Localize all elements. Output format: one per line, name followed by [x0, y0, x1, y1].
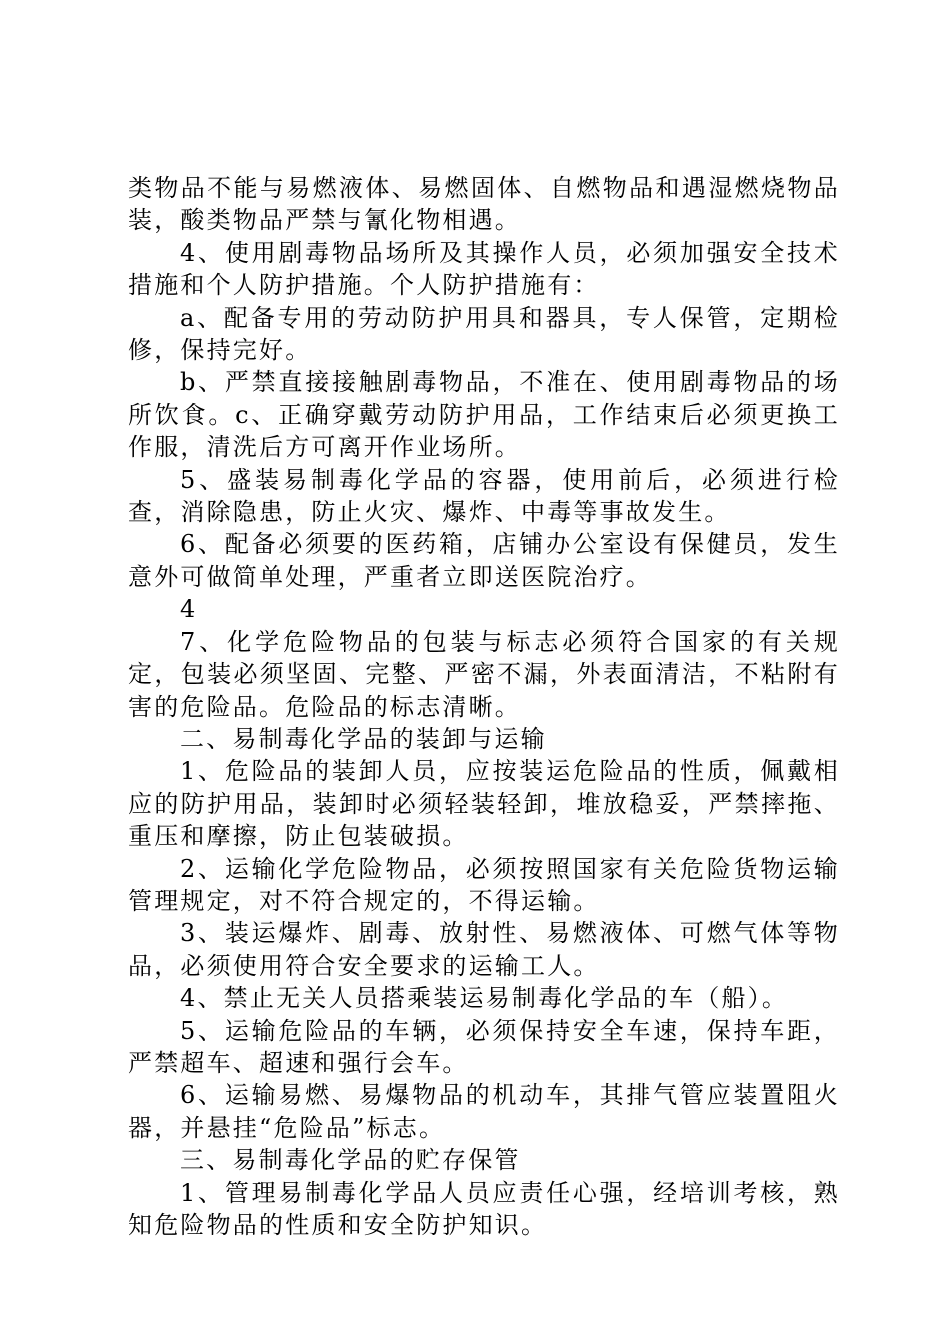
paragraph-transport-5: 5、运输危险品的车辆，必须保持安全车速，保持车距，严禁超车、超速和强行会车。	[128, 1016, 840, 1077]
paragraph-item-6: 6、配备必须要的医药箱，店铺办公室设有保健员，发生意外可做简单处理，严重者立即送医院治疗。	[128, 530, 840, 591]
paragraph-transport-3: 3、装运爆炸、剧毒、放射性、易燃液体、可燃气体等物品，必须使用符合安全要求的运输工人。	[128, 919, 840, 980]
paragraph-storage-1: 1、管理易制毒化学品人员应责任心强，经培训考核，熟知危险物品的性质和安全防护知识。	[128, 1178, 840, 1239]
section-heading-2: 二、易制毒化学品的装卸与运输	[180, 724, 547, 753]
page-number: 4	[180, 595, 198, 624]
paragraph-item-b-c: b、严禁直接接触剧毒物品，不准在、使用剧毒物品的场所饮食。c、正确穿戴劳动防护用品，工作结束后必须更换工作服，清洗后方可离开作业场所。	[128, 368, 840, 462]
paragraph-continuation: 类物品不能与易燃液体、易燃固体、自燃物品和遇湿燃烧物品装，酸类物品严禁与氰化物相遇。	[128, 174, 840, 235]
section-heading-3: 三、易制毒化学品的贮存保管	[180, 1146, 521, 1175]
paragraph-item-7: 7、化学危险物品的包装与标志必须符合国家的有关规定，包装必须坚固、完整、严密不漏，外表面清洁，不粘附有害的危险品。危险品的标志清晰。	[128, 627, 840, 721]
paragraph-transport-4: 4、禁止无关人员搭乘装运易制毒化学品的车（船）。	[180, 984, 789, 1013]
paragraph-item-4-protection: 4、使用剧毒物品场所及其操作人员，必须加强安全技术措施和个人防护措施。个人防护措施有：	[128, 238, 840, 300]
paragraph-transport-1: 1、危险品的装卸人员，应按装运危险品的性质，佩戴相应的防护用品，装卸时必须轻装轻卸，堆放稳妥，严禁摔拖、重压和摩擦，防止包装破损。	[128, 757, 840, 851]
paragraph-item-a: a、配备专用的劳动防护用具和器具，专人保管，定期检修，保持完好。	[128, 303, 840, 365]
paragraph-transport-2: 2、运输化学危险物品，必须按照国家有关危险货物运输管理规定，对不符合规定的，不得运输。	[128, 854, 840, 915]
paragraph-transport-6: 6、运输易燃、易爆物品的机动车，其排气管应装置阻火器，并悬挂“危险品”标志。	[128, 1081, 840, 1142]
paragraph-item-5: 5、盛装易制毒化学品的容器，使用前后，必须进行检查，消除隐患，防止火灾、爆炸、中毒等事故发生。	[128, 465, 840, 527]
document-body	[128, 172, 840, 1241]
